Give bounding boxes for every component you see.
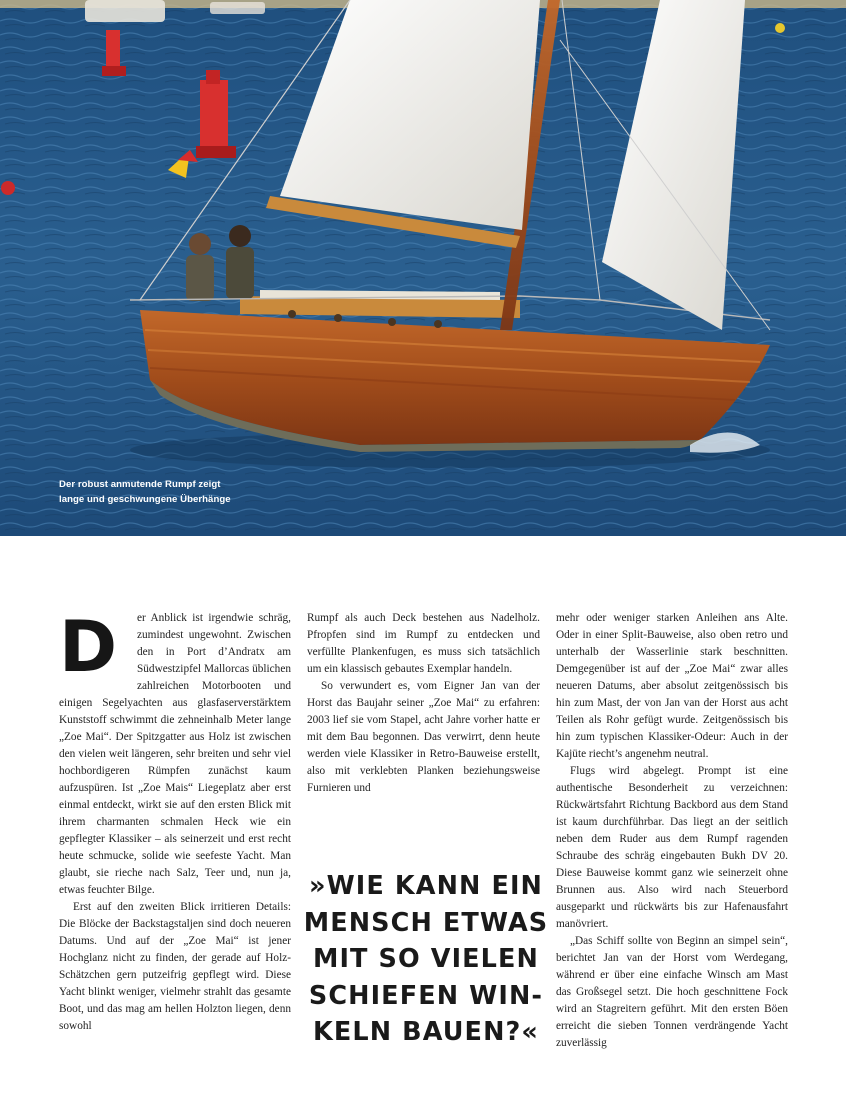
hero-photo bbox=[0, 0, 846, 536]
pull-quote-line: SCHIEFEN WIN- bbox=[308, 980, 544, 1011]
article-paragraph bbox=[59, 606, 291, 899]
article-column-3 bbox=[556, 610, 788, 1052]
photo-caption bbox=[59, 477, 299, 507]
caption-line: Der robust anmutende Rumpf zeigt bbox=[59, 479, 221, 490]
pull-quote-line: KELN BAUEN?« bbox=[313, 1017, 539, 1047]
article-paragraph: So verwundert es, vom Eigner Jan van der Horst das Baujahr seiner „Zoe Mai“ zu erfahren: 2003 lief sie vom Stapel, acht Jahre vorher hatte er mit dem Bau begonnen. Das verwirrt, denn heute werden viele Klassiker in Retro-Bauweise erstellt, also mit verklebten Planken beziehungsweise Furnieren und bbox=[307, 680, 540, 794]
pull-quote-line: »WIE KANN EIN bbox=[309, 871, 543, 901]
article-column-2 bbox=[307, 610, 540, 797]
article-paragraph: Rumpf als auch Deck bestehen aus Nadelholz. Pfropfen sind im Rumpf zu entdecken und verfüllte Plankenfugen, es muss sich tatsächlich um ein klassisch gebautes Exemplar handeln. bbox=[307, 612, 540, 675]
pull-quote bbox=[303, 868, 549, 1051]
dropcap-letter: D bbox=[59, 606, 118, 688]
article-column-1 bbox=[59, 606, 291, 1035]
article-paragraph: Erst auf den zweiten Blick irritieren Details: Die Blöcke der Backstagstaljen sind doch neueren Datums. Und auf der „Zoe Mai“ ist jener Hochglanz nicht zu finden, der gerade auf Holz-Schätzchen gern putzeifrig gepflegt wird. Diese Yacht blinkt weniger, vielmehr strahlt das gesamte Boot, und das mag am hellen Holzton liegen, denn sowohl bbox=[59, 901, 291, 1032]
sailboat-illustration bbox=[0, 0, 846, 536]
article-paragraph: „Das Schiff sollte von Beginn an simpel sein“, berichtet Jan van der Horst vom Werdegang, während er über eine einfache Winsch am Mast das Großsegel setzt. Die hoch geschnittene Fock wird an Stagreitern geführt. Mit den ersten Böen erreicht die sieben Tonnen verdrängende Yacht zuverlässig bbox=[556, 935, 788, 1049]
caption-line: lange und geschwungene Überhänge bbox=[59, 494, 231, 505]
paragraph-text: er Anblick ist irgendwie schräg, zumindest ungewohnt. Zwischen den in Port d’Andratx am Südwestzipfel Mallorcas üblichen zahlreichen Motorbooten und einigen Segelyachten aus glasfaserverstärktem Kunststoff schwimmt die zehneinhalb Meter lange „Zoe Mai“. Der Spitzgatter aus Holz ist zwischen den vielen weit längeren, sehr breiten und sehr viel hochbordigeren Rümpfen zunächst kaum aufzuspüren. Ist „Zoe Mais“ Liegeplatz aber erst einmal entdeckt, wirkt sie auf den ersten Blick mit ihrem charmanten schmalen Heck wie ein gepflegter Klassiker – als seinerzeit und erst recht heute schmucke, solide wie seefeste Yacht. Man glaubt, sie rieche nach Salz, Teer und, nun ja, etwas feuchter Bilge. bbox=[59, 612, 291, 896]
pull-quote-line: MIT SO VIELEN bbox=[312, 944, 539, 974]
pull-quote-line: MENSCH ETWAS bbox=[303, 907, 549, 938]
article-paragraph: Flugs wird abgelegt. Prompt ist eine authentische Besonderheit zu verzeichnen: Rückwärtsfahrt Richtung Backbord aus dem Stand ist kaum durchführbar. Das liegt an der seitlich neben dem Ruder aus dem Rumpf ragenden Schraube des schräg eingebauten Bukh DV 20. Diese Bauweise kommt ganz wie seinerzeit ohne Brunnen aus. Also wird nach Steuerbord ausgeparkt und rückwärts bis zur Hafenausfahrt manövriert. bbox=[556, 765, 788, 930]
article-paragraph: mehr oder weniger starken Anleihen ans Alte. Oder in einer Split-Bauweise, also oben retro und unterhalb der Wasserlinie stark beschnitten. Demgegenüber ist auf der „Zoe Mai“ zwar alles neueren Datums, aber absolut zeitgenössisch bis hin zum Mast, der von Jan van der Horst aus acht Teilen als Rohr gefügt wurde. Zeitgenössisch bis hin zum typischen Klassiker-Odeur: Auch in der Kajüte riecht’s angenehm neutral. bbox=[556, 612, 788, 760]
